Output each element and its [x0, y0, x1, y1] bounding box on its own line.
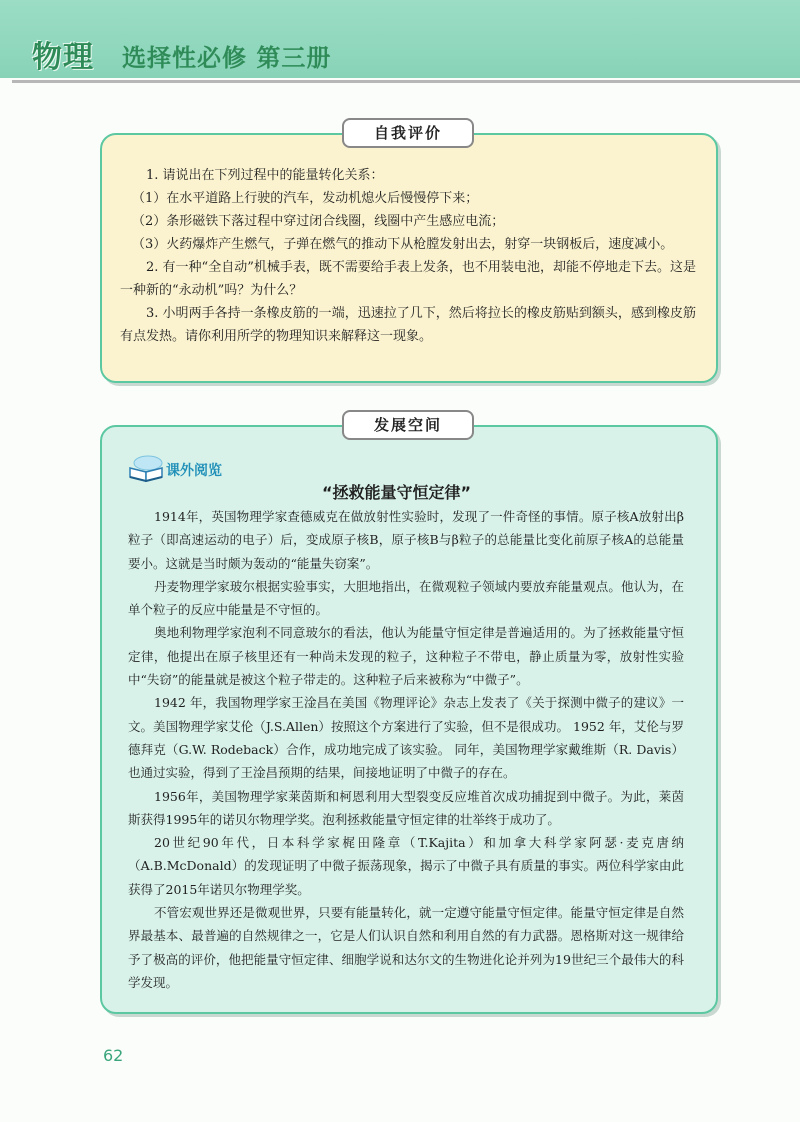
question-2: 2. 有一种“全自动”机械手表，既不需要给手表上发条，也不用装电池，却能不停地走下去。这是一种新的“永动机”吗？为什么？ [120, 260, 696, 298]
self-evaluation-questions [120, 164, 696, 348]
question-1-item-1: （1）在水平道路上行驶的汽车，发动机熄火后慢慢停下来； [132, 191, 479, 206]
page-number: 62 [103, 1046, 124, 1065]
article-paragraph: 20世纪90年代，日本科学家梶田隆章（T.Kajita）和加拿大科学家阿瑟·麦克唐纳（A.B.McDonald）的发现证明了中微子振荡现象，揭示了中微子具有质量的事实。两位科学家由此获得了2015年诺贝尔物理学奖。 [128, 835, 684, 897]
article-title: “拯救能量守恒定律” [322, 483, 472, 502]
page-header [0, 0, 800, 78]
article-paragraph: 1956年，美国物理学家莱茵斯和柯恩利用大型裂变反应堆首次成功捕捉到中微子。为此，莱茵斯获得1995年的诺贝尔物理学奖。泡利拯救能量守恒定律的壮举终于成功了。 [128, 788, 684, 827]
article-paragraph: 不管宏观世界还是微观世界，只要有能量转化，就一定遵守能量守恒定律。能量守恒定律是自然界最基本、最普遍的自然规律之一，它是人们认识自然和利用自然的有力武器。恩格斯对这一规律给予了极高的评价，他把能量守恒定律、细胞学说和达尔文的生物进化论并列为19世纪三个最伟大的科学发现。 [128, 905, 684, 990]
question-3: 3. 小明两手各持一条橡皮筋的一端，迅速拉了几下，然后将拉长的橡皮筋贴到额头，感到橡皮筋有点发热。请你利用所学的物理知识来解释这一现象。 [120, 306, 696, 344]
article-paragraph: 奥地利物理学家泡利不同意玻尔的看法，他认为能量守恒定律是普遍适用的。为了拯救能量守恒定律，他提出在原子核里还有一种尚未发现的粒子，这种粒子不带电，静止质量为零，放射性实验中“失窃”的能量就是被这个粒子带走的。这种粒子后来被称为“中微子”。 [128, 625, 684, 688]
article-paragraph: 丹麦物理学家玻尔根据实验事实，大胆地指出，在微观粒子领域内要放弃能量观点。他认为，在单个粒子的反应中能量是不守恒的。 [128, 578, 684, 618]
development-tab: 发展空间 [342, 410, 474, 440]
reading-label: 课外阅览 [166, 463, 222, 479]
open-book-icon [126, 454, 166, 482]
self-evaluation-tab: 自我评价 [342, 118, 474, 148]
article-paragraph: 1914年，英国物理学家查德威克在做放射性实验时，发现了一件奇怪的事情。原子核A放射出β粒子（即高速运动的电子）后，变成原子核B，原子核B与β粒子的总能量比变化前原子核A的总能量要小。这就是当时颇为轰动的“能量失窃案”。 [128, 509, 684, 571]
question-1-item-2: （2）条形磁铁下落过程中穿过闭合线圈，线圈中产生感应电流； [132, 214, 505, 229]
book-name: 物理 [32, 40, 94, 75]
article-paragraph: 1942 年，我国物理学家王淦昌在美国《物理评论》杂志上发表了《关于探测中微子的建议》一文。美国物理学家艾伦（J.S.Allen）按照这个方案进行了实验，但不是很成功。 1952 年，艾伦与罗德拜克（G.W. Rodeback）合作，成功地完成了该实验。 同年，美国物理学家戴维斯（R. Davis）也通过实验，得到了王淦昌预期的结果，间接地证明了中微子的存在。 [128, 695, 684, 781]
header-divider [12, 80, 800, 83]
book-subtitle: 选择性必修 第三册 [122, 44, 332, 72]
article-body [128, 505, 684, 994]
question-1: 1. 请说出在下列过程中的能量转化关系： [146, 168, 384, 183]
question-1-item-3: （3）火药爆炸产生燃气，子弹在燃气的推动下从枪膛发射出去，射穿一块钢板后，速度减小。 [132, 237, 674, 252]
